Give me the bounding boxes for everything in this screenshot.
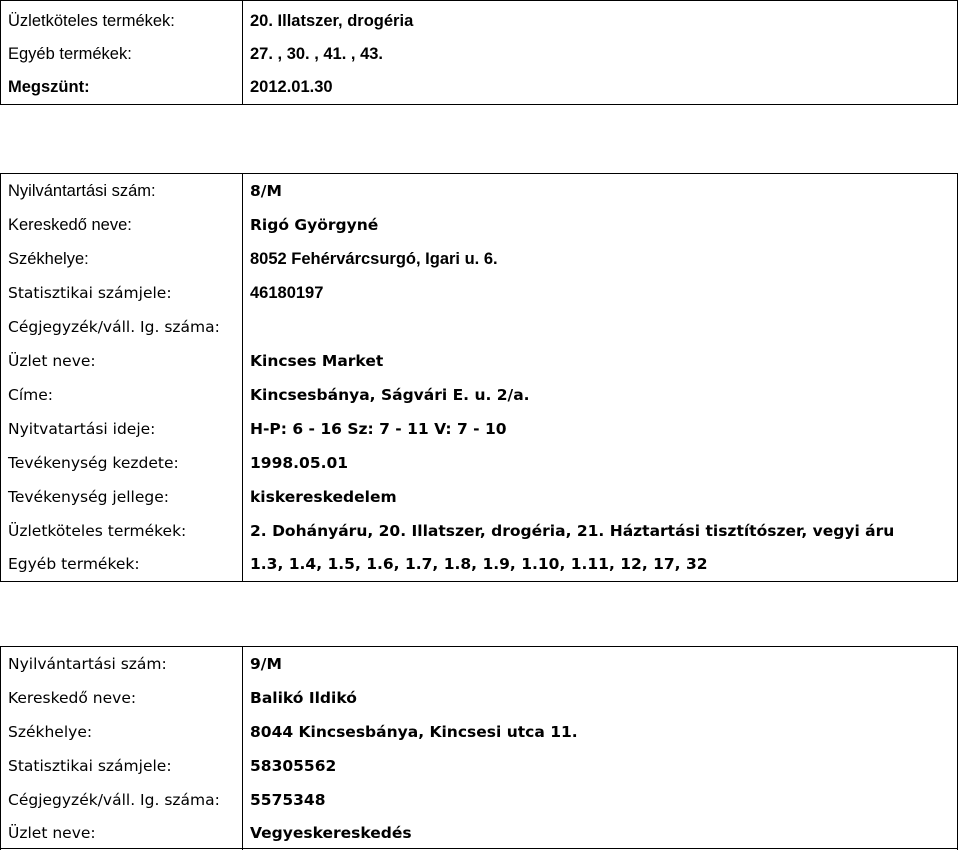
field-label: Székhelye: [8,723,93,741]
field-value: 9/M [250,655,282,673]
field-label: Kereskedő neve: [8,689,137,707]
field-label: Cégjegyzék/váll. Ig. száma: [8,318,220,336]
field-value: 8052 Fehérvárcsurgó, Igari u. 6. [250,250,498,268]
field-value: kiskereskedelem [250,488,397,506]
field-value: 58305562 [250,757,337,775]
field-label: Statisztikai számjele: [8,284,172,302]
block2-right-border [957,173,958,581]
field-label: Üzletköteles termékek: [8,12,175,30]
field-value: 5575348 [250,791,326,809]
field-label: Címe: [8,386,53,404]
field-value: 2. Dohányáru, 20. Illatszer, drogéria, 21. Háztartási tisztítószer, vegyi áru [250,522,895,540]
field-label: Nyilvántartási szám: [8,655,167,673]
field-value: 2012.01.30 [250,78,333,96]
field-label: Megszünt: [8,78,90,96]
field-label: Statisztikai számjele: [8,757,172,775]
field-value: Kincses Market [250,352,384,370]
block1-left-border [0,0,1,104]
field-label: Üzletköteles termékek: [8,522,187,540]
block1-column-divider [242,0,243,104]
field-value: Balikó Ildikó [250,689,357,707]
field-value: 8/M [250,182,282,200]
field-value: 8044 Kincsesbánya, Kincsesi utca 11. [250,723,578,741]
field-label: Tevékenység kezdete: [8,454,179,472]
block3-column-divider [242,646,243,850]
field-value: 27. , 30. , 41. , 43. [250,45,384,63]
field-value: Kincsesbánya, Ságvári E. u. 2/a. [250,386,530,404]
field-value: 1.3, 1.4, 1.5, 1.6, 1.7, 1.8, 1.9, 1.10, 1.11, 12, 17, 32 [250,555,708,573]
field-label: Nyitvatartási ideje: [8,420,156,438]
field-value: 1998.05.01 [250,454,349,472]
block1-top-border [0,0,958,1]
field-label: Nyilvántartási szám: [8,182,156,200]
field-value: H-P: 6 - 16 Sz: 7 - 11 V: 7 - 10 [250,420,507,438]
block1-bottom-border [0,104,958,105]
block2-bottom-border [0,581,958,582]
field-label: Cégjegyzék/váll. Ig. száma: [8,791,220,809]
field-label: Egyéb termékek: [8,555,140,573]
field-label: Üzlet neve: [8,824,96,842]
field-label: Székhelye: [8,250,89,268]
field-label: Üzlet neve: [8,352,96,370]
field-label: Egyéb termékek: [8,45,132,63]
block3-right-border [957,646,958,850]
field-value: 20. Illatszer, drogéria [250,12,414,30]
block3-bottom-border [0,848,958,849]
field-label: Kereskedő neve: [8,216,132,234]
field-value: Vegyeskereskedés [250,824,412,842]
block2-column-divider [242,173,243,581]
field-value: 46180197 [250,284,324,302]
field-label: Tevékenység jellege: [8,488,170,506]
block3-left-border [0,646,1,850]
field-value: Rigó Györgyné [250,216,379,234]
block1-right-border [957,0,958,104]
block2-left-border [0,173,1,581]
